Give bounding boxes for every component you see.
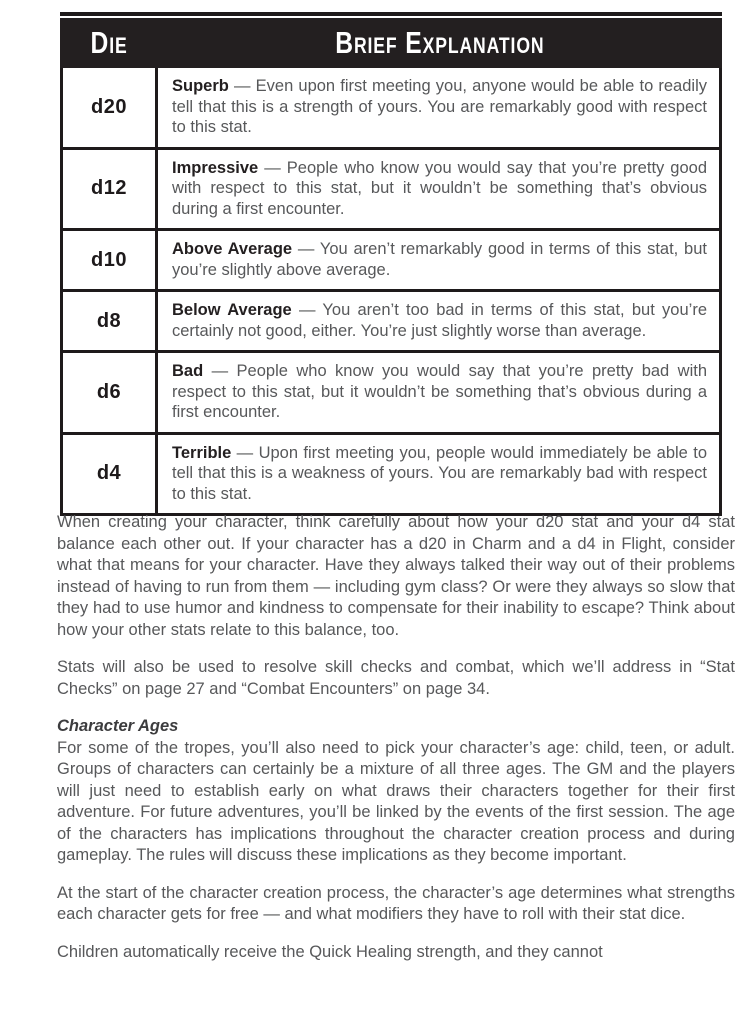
table-row xyxy=(63,353,719,435)
paragraph-stat-balance: When creating your character, think carefully about how your d20 stat and your d4 stat balance each other out. If your character has a d20 in Charm and a d4 in Flight, consider what that means for your character. Have they always talked their way out of their problems instead of having to run from them — including gym class? Or were they always so slow that they had to use humor and kindness to compensate for their inability to escape? Think about how your other stats relate to this balance, too. xyxy=(57,513,735,639)
table-body xyxy=(60,68,722,516)
table-row xyxy=(63,68,719,150)
rating-term: Impressive xyxy=(172,158,259,177)
table-row xyxy=(63,231,719,292)
paragraph-stat-checks-reference: Stats will also be used to resolve skill checks and combat, which we’ll address in “Stat Checks” on page 27 and “Combat Encounters” on page 34. xyxy=(57,658,735,698)
rating-term: Below Average xyxy=(172,301,292,319)
die-explanation xyxy=(158,150,719,229)
dash-separator: — xyxy=(228,77,256,95)
rating-description: Upon first meeting you, people would immediately be able to tell that this is a weakness of yours. You are remarkably bad with respect to this stat. xyxy=(172,443,707,503)
die-value: d6 xyxy=(63,353,158,432)
table-row xyxy=(63,435,719,514)
column-header-die xyxy=(60,27,158,59)
die-explanation xyxy=(158,435,719,514)
die-explanation xyxy=(158,231,719,289)
die-value: d20 xyxy=(63,68,158,147)
rating-term: Terrible xyxy=(172,443,232,462)
dash-separator: — xyxy=(258,158,287,177)
rating-term: Superb xyxy=(172,77,229,95)
page-body-text xyxy=(57,512,735,963)
table-row xyxy=(63,292,719,353)
die-value: d8 xyxy=(63,292,158,350)
rating-description: You aren’t remarkably good in terms of this stat, but you’re slightly above average. xyxy=(172,240,707,279)
dash-separator: — xyxy=(203,362,237,380)
dash-separator: — xyxy=(291,301,323,319)
rating-description: People who know you would say that you’re pretty bad with respect to this stat, but it wouldn’t be something that’s obvious during a first encounter. xyxy=(172,362,708,421)
die-value: d10 xyxy=(63,231,158,289)
paragraph-character-ages: For some of the tropes, you’ll also need to pick your character’s age: child, teen, or adult. Groups of characters can certainly be a mixture of all three ages. The GM and the players will just need to establish early on what draws their characters together for their first adventure. For future adventures, you’ll be linked by the events of the first session. The age of the characters has implications throughout the character creation process and during gameplay. The rules will discuss these implications as they become important. xyxy=(57,738,735,864)
section-heading-character-ages: Character Ages xyxy=(57,717,179,735)
column-header-die-label: Die xyxy=(90,25,128,60)
die-rating-table xyxy=(60,12,722,516)
die-explanation xyxy=(158,68,719,147)
die-value: d12 xyxy=(63,150,158,229)
dash-separator: — xyxy=(292,240,320,258)
rating-description: You aren’t too bad in terms of this stat, but you’re certainly not good, either. You’re just slightly worse than average. xyxy=(172,301,707,340)
table-top-rule xyxy=(60,12,722,16)
die-explanation xyxy=(158,292,719,350)
table-row xyxy=(63,150,719,232)
dash-separator: — xyxy=(231,443,259,462)
table-header-row xyxy=(60,18,722,68)
die-explanation xyxy=(158,353,719,432)
column-header-explanation-label: Brief Explanation xyxy=(335,25,545,60)
column-header-explanation xyxy=(158,27,722,59)
rating-term: Above Average xyxy=(172,240,293,258)
rating-description: Even upon first meeting you, anyone would be able to readily tell that this is a strength of yours. You are remarkably good with respect to this stat. xyxy=(172,77,707,136)
die-value: d4 xyxy=(63,435,158,514)
rating-term: Bad xyxy=(172,362,204,380)
paragraph-children-quick-healing: Children automatically receive the Quick Healing strength, and they cannot xyxy=(57,942,603,961)
paragraph-age-strengths: At the start of the character creation process, the character’s age determines what strengths each character gets for free — and what modifiers they have to roll with their stat dice. xyxy=(57,883,735,923)
rating-description: People who know you would say that you’re pretty good with respect to this stat, but it wouldn’t be something that’s obvious during a first encounter. xyxy=(172,158,708,218)
